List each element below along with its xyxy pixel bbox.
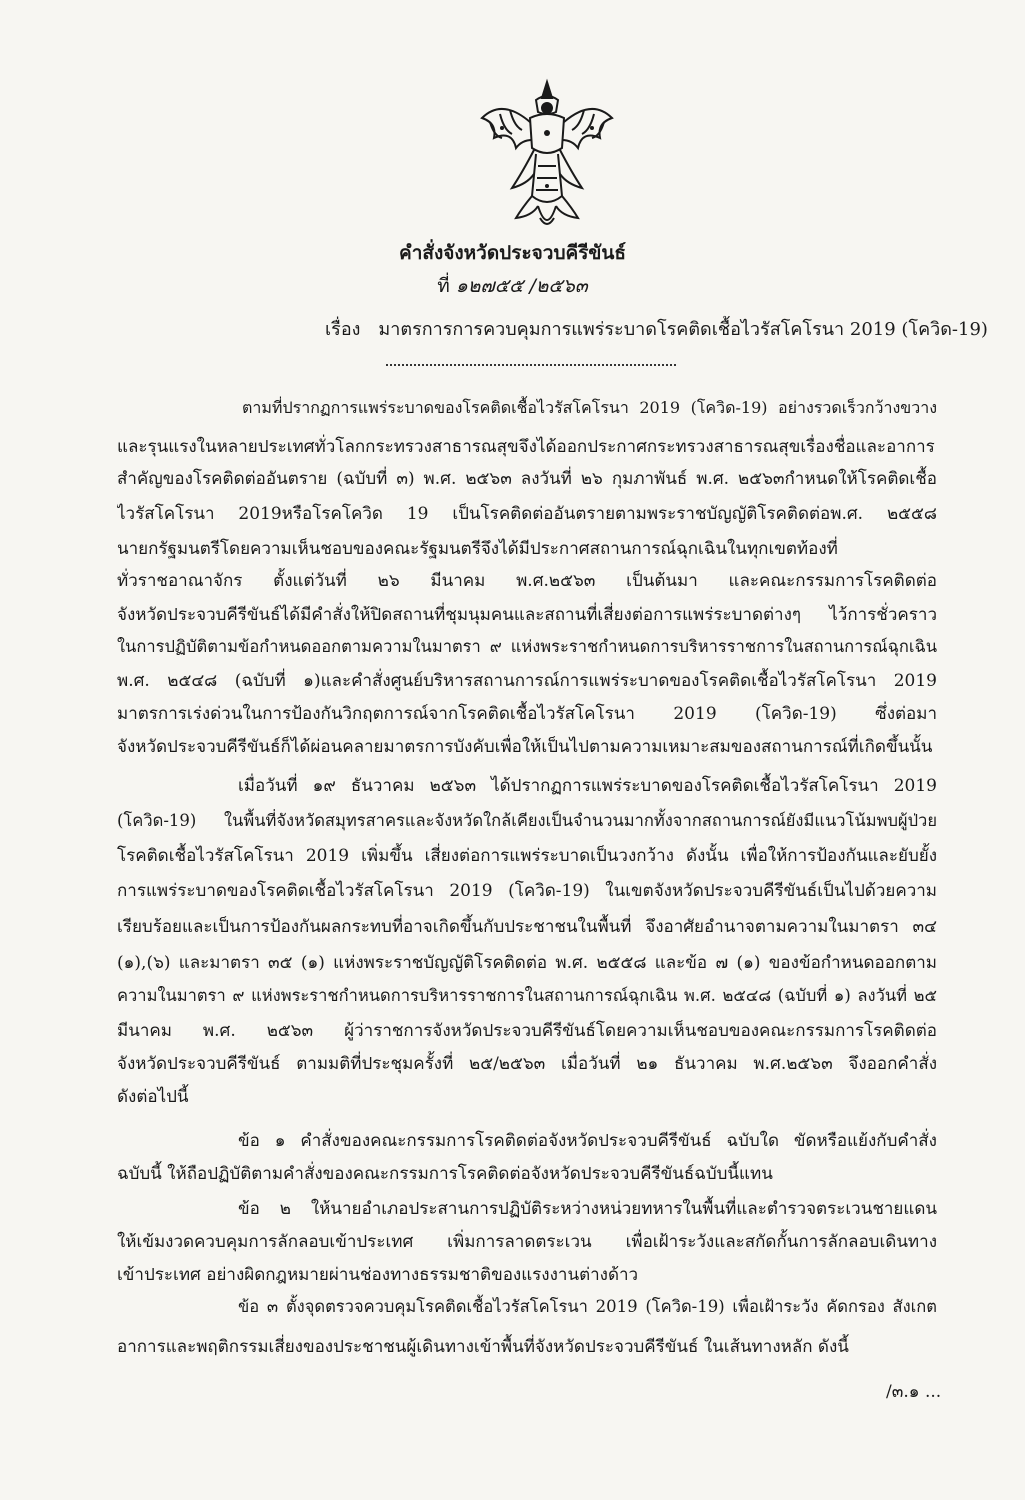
separator-dots: [386, 364, 676, 366]
clause-2-line: ข้อ ๒ ให้นายอำเภอประสานการปฏิบัติระหว่างหน่วยทหารในพื้นที่และตำรวจตระเวนชายแดน: [238, 1199, 937, 1219]
subject-text: มาตรการการควบคุมการแพร่ระบาดโรคติดเชื้อไวรัสโคโรนา 2019 (โควิด-19): [378, 319, 988, 340]
body-line: การแพร่ระบาดของโรคติดเชื้อไวรัสโคโรนา 2019 (โควิด-19) ในเขตจังหวัดประจวบคีรีขันธ์เป็นไปด้วยความ: [117, 881, 937, 901]
subject-label: เรื่อง: [325, 319, 361, 340]
body-line: ความในมาตรา ๙ แห่งพระราชกำหนดการบริหารราชการในสถานการณ์ฉุกเฉิน พ.ศ. ๒๕๔๘ (ฉบับที่ ๑) ลงวันที่ ๒๕: [117, 986, 937, 1005]
body-line: ทั่วราชอาณาจักร ตั้งแต่วันที่ ๒๖ มีนาคม พ.ศ.๒๕๖๓ เป็นต้นมา และคณะกรรมการโรคติดต่อ: [117, 571, 937, 591]
body-line: ดังต่อไปนี้: [117, 1087, 189, 1107]
body-line: (โควิด-19) ในพื้นที่จังหวัดสมุทรสาครและจังหวัดใกล้เคียงเป็นจำนวนมากทั้งจากสถานการณ์ยังมีแนวโน้มพบผู้ป่วย: [117, 811, 937, 830]
body-line: เมื่อวันที่ ๑๙ ธันวาคม ๒๕๖๓ ได้ปรากฏการแพร่ระบาดของโรคติดเชื้อไวรัสโคโรนา 2019: [238, 776, 937, 796]
subject-line: [325, 314, 988, 343]
body-line: โรคติดเชื้อไวรัสโคโรนา 2019 เพิ่มขึ้น เสี่ยงต่อการแพร่ระบาดเป็นวงกว้าง ดังนั้น เพื่อให้การป้องกันและยับยั้ง: [117, 846, 937, 866]
body-line: มีนาคม พ.ศ. ๒๕๖๓ ผู้ว่าราชการจังหวัดประจวบคีรีขันธ์โดยความเห็นชอบของคณะกรรมการโรคติดต่อ: [117, 1021, 937, 1041]
body-line: จังหวัดประจวบคีรีขันธ์ ตามมติที่ประชุมครั้งที่ ๒๕/๒๕๖๓ เมื่อวันที่ ๒๑ ธันวาคม พ.ศ.๒๕๖๓ จึงออกคำสั่ง: [117, 1054, 937, 1074]
body-line: และรุนแรงในหลายประเทศทั่วโลกกระทรวงสาธารณสุขจึงได้ออกประกาศกระทรวงสาธารณสุขเรื่องชื่อและอาการ: [117, 437, 935, 457]
body-line: สำคัญของโรคติดต่ออันตราย (ฉบับที่ ๓) พ.ศ. ๒๕๖๓ ลงวันที่ ๒๖ กุมภาพันธ์ พ.ศ. ๒๕๖๓กำหนดให้โรคติดเชื้อ: [117, 469, 937, 489]
body-line: เรียบร้อยและเป็นการป้องกันผลกระทบที่อาจเกิดขึ้นกับประชาชนในพื้นที่ จึงอาศัยอำนาจตามความในมาตรา ๓๔: [117, 917, 937, 937]
number-prefix: ที่: [437, 275, 450, 297]
body-line: จังหวัดประจวบคีรีขันธ์ก็ได้ผ่อนคลายมาตรการบังคับเพื่อให้เป็นไปตามความเหมาะสมของสถานการณ์ที่เกิดขึ้นนั้น: [117, 737, 933, 757]
clause-2-line: เข้าประเทศ อย่างผิดกฎหมายผ่านช่องทางธรรมชาติของแรงงานต่างด้าว: [117, 1265, 639, 1285]
body-line: พ.ศ. ๒๕๔๘ (ฉบับที่ ๑)และคำสั่งศูนย์บริหารสถานการณ์การแพร่ระบาดของโรคติดเชื้อไวรัสโคโรนา 2019: [117, 671, 937, 691]
clause-3-line: อาการและพฤติกรรมเสี่ยงของประชาชนผู้เดินทางเข้าพื้นที่จังหวัดประจวบคีรีขันธ์ ในเส้นทางหลัก ดังนี้: [117, 1337, 849, 1357]
body-line: (๑),(๖) และมาตรา ๓๕ (๑) แห่งพระราชบัญญัติโรคติดต่อ พ.ศ. ๒๕๕๘ และข้อ ๗ (๑) ของข้อกำหนดออกตาม: [117, 953, 937, 973]
order-number-value: ๑๒๗๕๕ /๒๕๖๓: [455, 275, 588, 297]
garuda-emblem-icon: [472, 78, 622, 238]
body-line: จังหวัดประจวบคีรีขันธ์ได้มีคำสั่งให้ปิดสถานที่ชุมนุมคนและสถานที่เสี่ยงต่อการแพร่ระบาดต่างๆ ไว้การชั่วคราว: [117, 605, 937, 625]
clause-1-line: ฉบับนี้ ให้ถือปฏิบัติตามคำสั่งของคณะกรรมการโรคติดต่อจังหวัดประจวบคีรีขันธ์ฉบับนี้แทน: [117, 1164, 773, 1184]
body-line: ตามที่ปรากฏการแพร่ระบาดของโรคติดเชื้อไวรัสโคโรนา 2019 (โควิด-19) อย่างรวดเร็วกว้างขวาง: [242, 398, 937, 417]
clause-1-line: ข้อ ๑ คำสั่งของคณะกรรมการโรคติดต่อจังหวัดประจวบคีรีขันธ์ ฉบับใด ขัดหรือแย้งกับคำสั่ง: [238, 1131, 937, 1151]
body-line: นายกรัฐมนตรีโดยความเห็นชอบของคณะรัฐมนตรีจึงได้มีประกาศสถานการณ์ฉุกเฉินในทุกเขตท้องที่: [117, 539, 838, 559]
continuation-marker: /๓.๑ ...: [886, 1382, 942, 1402]
order-title: คำสั่งจังหวัดประจวบคีรีขันธ์: [398, 242, 627, 264]
body-line: ไวรัสโคโรนา 2019หรือโรคโควิด 19 เป็นโรคติดต่ออันตรายตามพระราชบัญญัติโรคติดต่อพ.ศ. ๒๕๕๘: [117, 504, 937, 524]
body-line: ในการปฏิบัติตามข้อกำหนดออกตามความในมาตรา ๙ แห่งพระราชกำหนดการบริหารราชการในสถานการณ์ฉุกเฉิน: [117, 637, 937, 656]
clause-2-line: ให้เข้มงวดควบคุมการลักลอบเข้าประเทศ เพิ่มการลาดตระเวน เพื่อเฝ้าระวังและสกัดกั้นการลักลอบเดินทาง: [117, 1232, 937, 1252]
clause-3-line: ข้อ ๓ ตั้งจุดตรวจควบคุมโรคติดเชื้อไวรัสโคโรนา 2019 (โควิด-19) เพื่อเฝ้าระวัง คัดกรอง สังเกต: [238, 1297, 937, 1316]
order-number: [0, 271, 1025, 301]
body-line: มาตรการเร่งด่วนในการป้องกันวิกฤตการณ์จากโรคติดเชื้อไวรัสโคโรนา 2019 (โควิด-19) ซึ่งต่อมา: [117, 704, 937, 724]
